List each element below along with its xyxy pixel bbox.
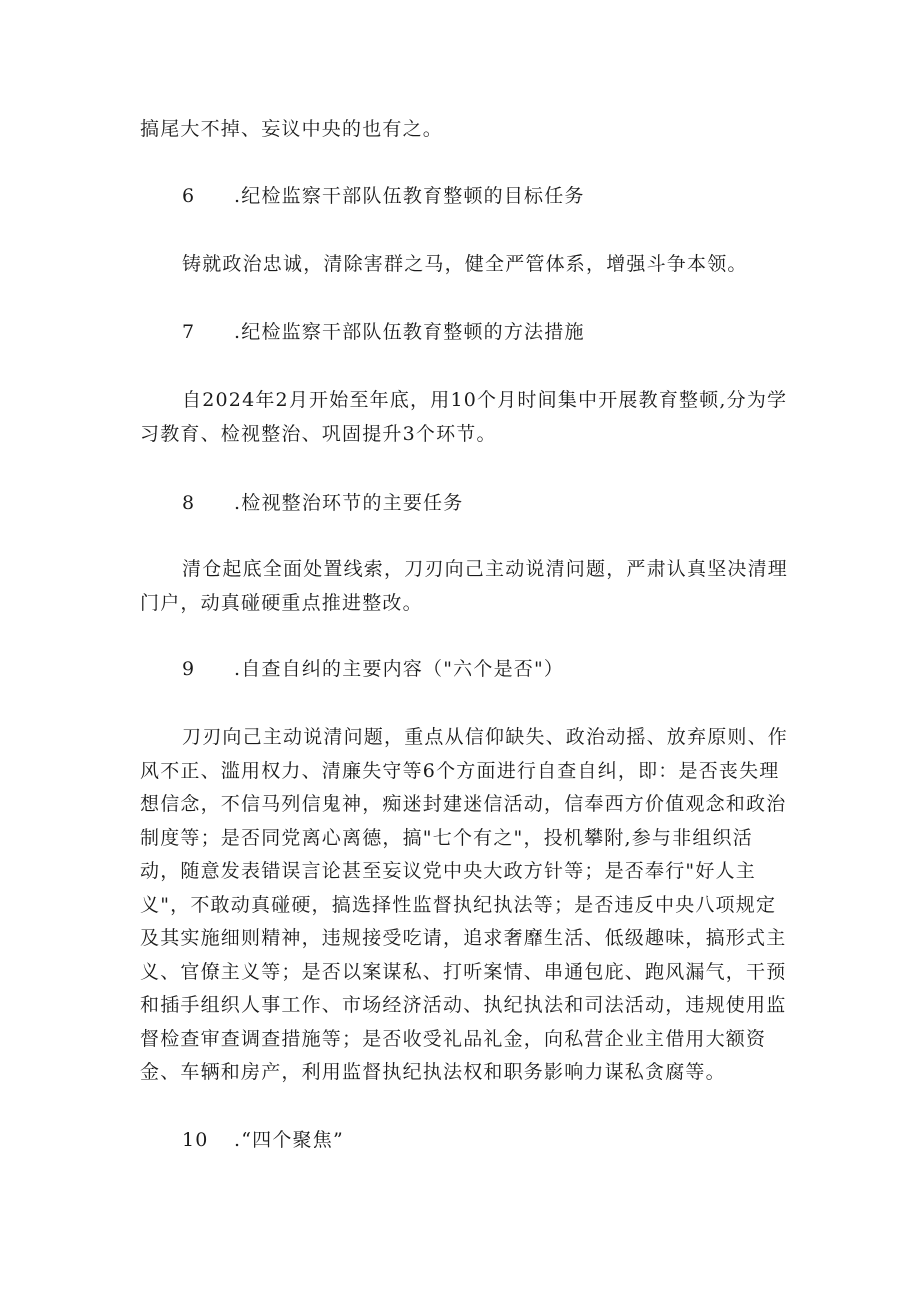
paragraph-3: 自2024年2月开始至年底，用10个月时间集中开展教育整顿,分为学习教育、检视整治、巩固提升3个环节。 — [140, 389, 788, 445]
heading-text: .检视整治环节的主要任务 — [234, 492, 464, 514]
heading-6 — [182, 180, 782, 213]
heading-10 — [182, 1124, 782, 1157]
heading-7 — [182, 316, 782, 349]
paragraph-2: 铸就政治忠诚，清除害群之马，健全严管体系，增强斗争本领。 — [182, 253, 748, 275]
heading-number: 6 — [182, 185, 196, 207]
heading-text: .纪检监察干部队伍教育整顿的方法措施 — [234, 321, 585, 343]
heading-text: .“四个聚焦” — [234, 1129, 344, 1151]
heading-number: 8 — [182, 492, 196, 514]
paragraph-1: 搞尾大不掉、妄议中央的也有之。 — [140, 118, 444, 140]
heading-number: 9 — [182, 658, 196, 680]
heading-text: .纪检监察干部队伍教育整顿的目标任务 — [234, 185, 585, 207]
heading-text: .自查自纠的主要内容（"六个是否"） — [234, 658, 565, 680]
paragraph-5: 刀刃向己主动说清问题，重点从信仰缺失、政治动摇、放弃原则、作风不正、滥用权力、清廉失守等6个方面进行自查自纠，即：是否丧失理想信念，不信马列信鬼神，痴迷封建迷信活动，信奉西方价值观念和政治制度等；是否同党离心离德，搞"七个有之"，投机攀附,参与非组织活动，随意发表错误言论甚至妄议党中央大政方针等；是否奉行"好人主义"，不敢动真碰硬，搞选择性监督执纪执法等；是否违反中央八项规定及其实施细则精神，违规接受吃请，追求奢靡生活、低级趣味，搞形式主义、官僚主义等；是否以案谋私、打听案情、串通包庇、跑风漏气，干预和插手组织人事工作、市场经济活动、执纪执法和司法活动，违规使用监督检查审查调查措施等；是否收受礼品礼金，向私营企业主借用大额资金、车辆和房产，利用监督执纪执法权和职务影响力谋私贪腐等。 — [140, 726, 789, 1083]
heading-9 — [182, 653, 782, 686]
heading-number: 7 — [182, 321, 196, 343]
heading-number: 10 — [182, 1129, 209, 1151]
heading-8 — [182, 487, 782, 520]
paragraph-4: 清仓起底全面处置线索，刀刃向己主动说清问题，严肃认真坚决清理门户，动真碰硬重点推进整改。 — [140, 558, 789, 614]
